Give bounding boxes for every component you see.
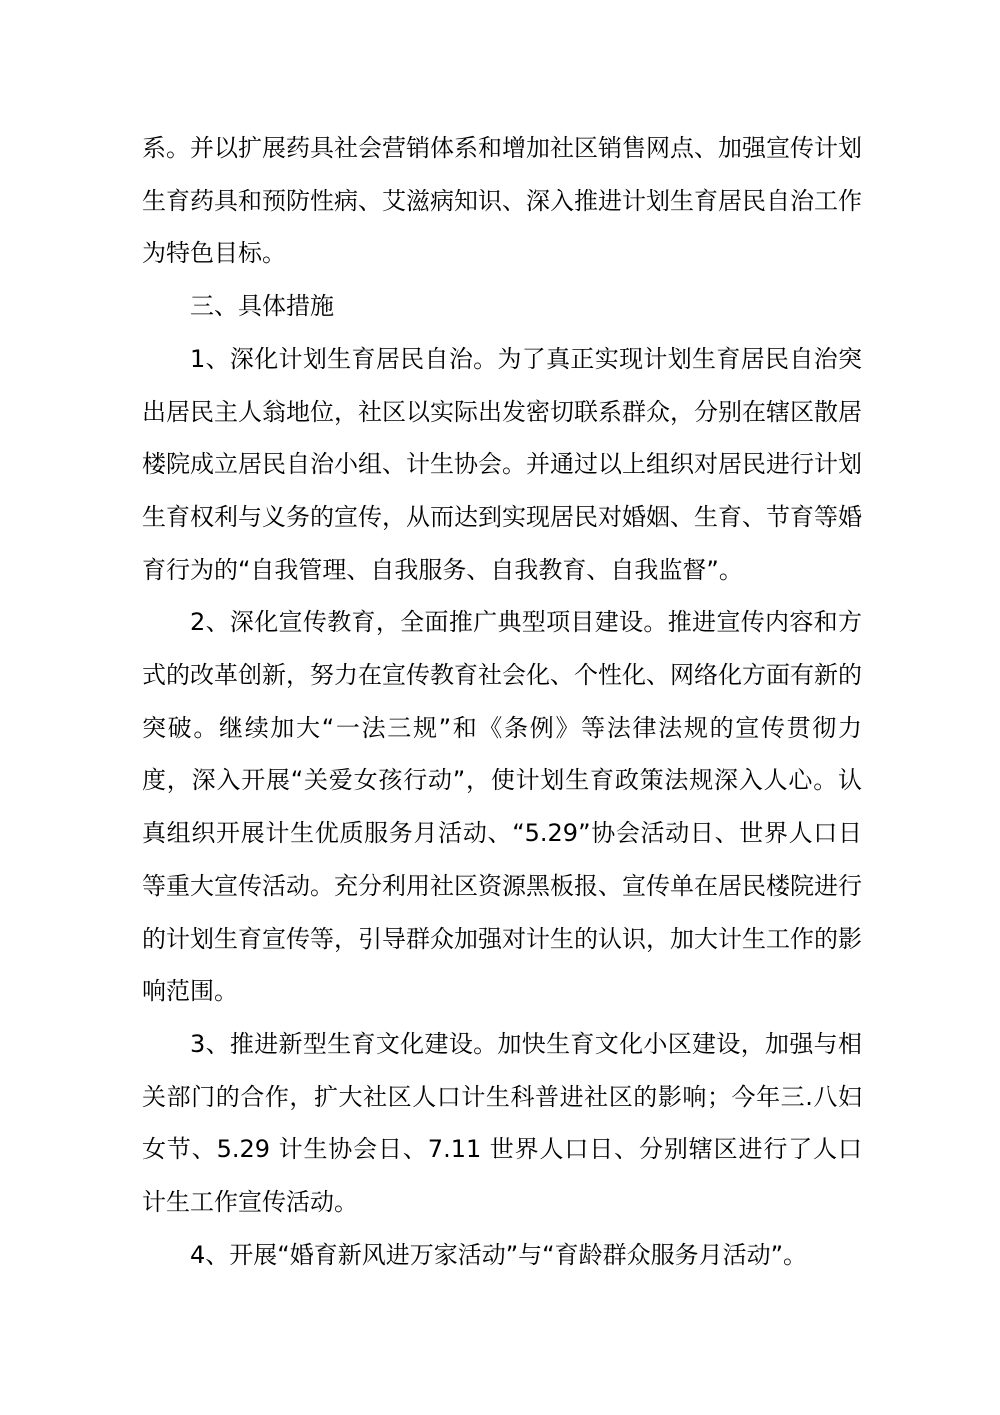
paragraph-measure-1: 1、深化计划生育居民自治。为了真正实现计划生育居民自治突出居民主人翁地位，社区以实际出发密切联系群众，分别在辖区散居楼院成立居民自治小组、计生协会。并通过以上组织对居民进行计划生育权利与义务的宣传，从而达到实现居民对婚姻、生育、节育等婚育行为的“自我管理、自我服务、自我教育、自我监督”。 [142, 344, 862, 584]
paragraph-measure-2: 2、深化宣传教育，全面推广典型项目建设。推进宣传内容和方式的改革创新，努力在宣传教育社会化、个性化、网络化方面有新的突破。继续加大“一法三规”和《条例》等法律法规的宣传贯彻力度，深入开展“关爱女孩行动”，使计划生育政策法规深入人心。认真组织开展计生优质服务月活动、“5.29”协会活动日、世界人口日等重大宣传活动。充分利用社区资源黑板报、宣传单在居民楼院进行的计划生育宣传等，引导群众加强对计生的认识，加大计生工作的影响范围。 [142, 608, 862, 1006]
paragraph-measure-3: 3、推进新型生育文化建设。加快生育文化小区建设，加强与相关部门的合作，扩大社区人口计生科普进社区的影响；今年三.八妇女节、5.29 计生协会日、7.11 世界人口日、分别辖区进行了人口计生工作宣传活动。 [142, 1029, 862, 1217]
section-heading-specific-measures: 三、具体措施 [190, 292, 334, 321]
paragraph-continuation: 系。并以扩展药具社会营销体系和增加社区销售网点、加强宣传计划生育药具和预防性病、艾滋病知识、深入推进计划生育居民自治工作为特色目标。 [142, 134, 862, 268]
paragraph-measure-4: 4、开展“婚育新风进万家活动”与“育龄群众服务月活动”。 [190, 1240, 808, 1269]
document-content [142, 122, 862, 1281]
